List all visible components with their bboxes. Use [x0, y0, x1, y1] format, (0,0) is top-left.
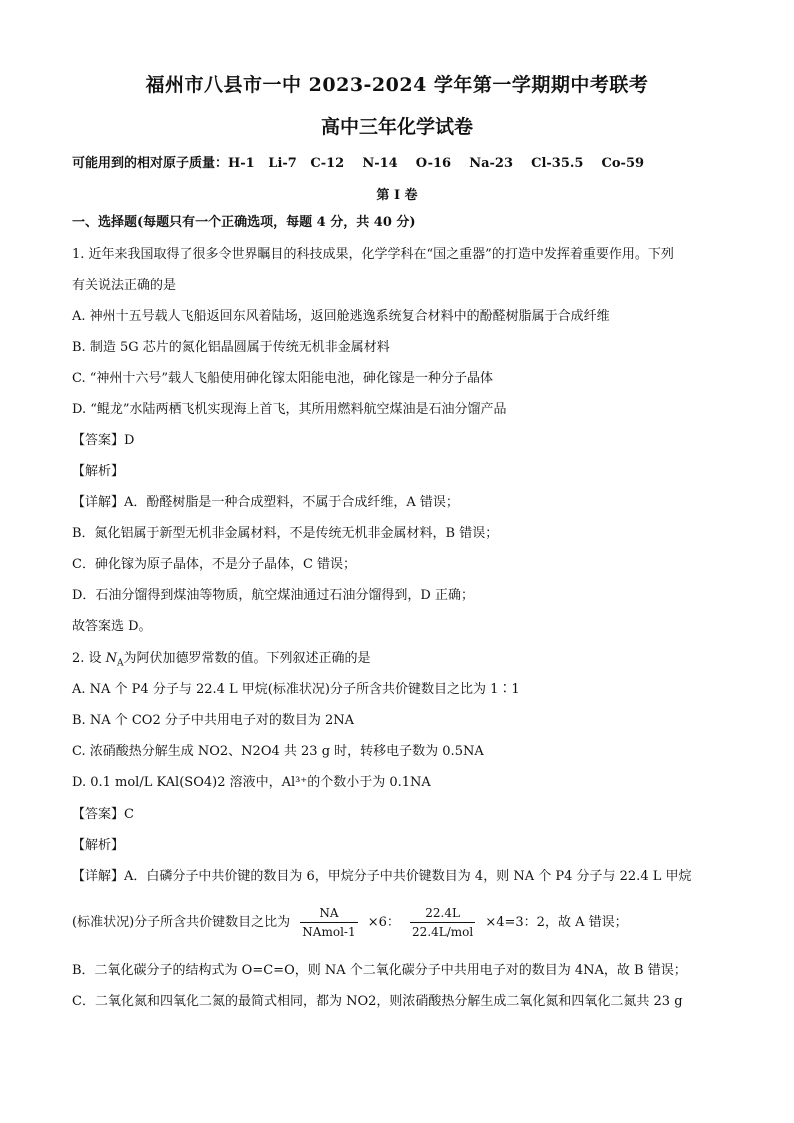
q1-option-c: C. “神州十六号”载人飞船使用砷化镓太阳能电池，砷化镓是一种分子晶体: [72, 371, 494, 386]
q2-detail-2-mid: ×6：: [367, 915, 400, 930]
q2-option-a: A. NA 个 P4 分子与 22.4 L 甲烷(标准状况)分子所含共价键数目之比为 1∶1: [72, 682, 520, 697]
q2-answer: 【答案】C: [72, 807, 134, 822]
q2-analysis-label: 【解析】: [72, 838, 125, 853]
q2-detail-1: 【详解】A．白磷分子中共价键的数目为 6，甲烷分子中共价键数目为 4，则 NA 个 P4 分子与 22.4 L 甲烷: [72, 869, 692, 884]
q1-detail-a: 【详解】A．酚醛树脂是一种合成塑料，不属于合成纤维，A 错误；: [72, 495, 459, 510]
fraction-2-numerator: 22.4L: [410, 904, 475, 923]
page-title: 福州市八县市一中 2023-2024 学年第一学期期中考联考: [145, 74, 649, 96]
q1-option-a: A. 神州十五号载人飞船返回东风着陆场，返回舱逃逸系统复合材料中的酚醛树脂属于合成纤维: [72, 309, 610, 324]
fraction-volume-over-molar-volume: [410, 904, 475, 941]
q2-stem-na-sub: A: [117, 658, 124, 669]
q1-answer: 【答案】D: [72, 433, 135, 448]
q2-detail-2: [72, 904, 628, 941]
q1-option-d: D. “鲲龙”水陆两栖飞机实现海上首飞，其所用燃料航空煤油是石油分馏产品: [72, 402, 507, 417]
page-subtitle: 高中三年化学试卷: [320, 116, 473, 138]
q1-stem-line2: 有关说法正确的是: [72, 278, 177, 293]
fraction-1-denominator: NAmol-1: [302, 925, 356, 939]
q1-option-b: B. 制造 5G 芯片的氮化铝晶圆属于传统无机非金属材料: [72, 340, 390, 355]
q2-stem-suffix: 为阿伏加德罗常数的值。下列叙述正确的是: [123, 651, 371, 666]
q1-detail-d: D．石油分馏得到煤油等物质，航空煤油通过石油分馏得到，D 正确；: [72, 588, 474, 603]
q1-conclusion: 故答案选 D。: [72, 619, 152, 634]
q1-analysis-label: 【解析】: [72, 464, 125, 479]
q1-stem-line1: 1. 近年来我国取得了很多令世界瞩目的科技成果，化学学科在“国之重器”的打造中发挥着重要作用。下列: [72, 247, 674, 262]
q1-detail-c: C．砷化镓为原子晶体，不是分子晶体，C 错误；: [72, 557, 357, 572]
q2-option-b: B. NA 个 CO2 分子中共用电子对的数目为 2NA: [72, 713, 355, 728]
q2-stem: [72, 650, 371, 673]
q2-detail-2-prefix: (标准状况)分子所含共价键数目之比为: [72, 915, 291, 930]
q1-detail-b: B．氮化铝属于新型无机非金属材料，不是传统无机非金属材料，B 错误；: [72, 526, 499, 541]
fraction-2-denominator: 22.4L/mol: [412, 925, 474, 939]
fraction-na-over-namol: [300, 904, 357, 941]
q2-stem-na: N: [105, 651, 118, 666]
atomic-masses: 可能用到的相对原子质量：H-1 Li-7 C-12 N-14 O-16 Na-23 Cl-35.5 Co-59: [72, 156, 645, 171]
q2-detail-3: B．二氧化碳分子的结构式为 O=C=O，则 NA 个二氧化碳分子中共用电子对的数目为 4NA，故 B 错误；: [72, 963, 687, 978]
section-heading: 一、选择题(每题只有一个正确选项，每题 4 分，共 40 分): [72, 215, 416, 230]
q2-option-c: C. 浓硝酸热分解生成 NO2、N2O4 共 23 g 时，转移电子数为 0.5NA: [72, 744, 484, 759]
q2-stem-prefix: 2. 设: [72, 651, 106, 666]
fraction-1-numerator: NA: [300, 904, 357, 923]
q2-option-d: D. 0.1 mol/L KAl(SO4)2 溶液中，Al³⁺的个数小于为 0.1NA: [72, 775, 431, 790]
q2-detail-4: C．二氧化氮和四氧化二氮的最简式相同，都为 NO2，则浓硝酸热分解生成二氧化氮和四氧化二氮共 23 g: [72, 994, 683, 1009]
q2-detail-2-suffix: ×4=3：2，故 A 错误；: [485, 915, 628, 930]
volume-label: 第 I 卷: [376, 188, 418, 203]
